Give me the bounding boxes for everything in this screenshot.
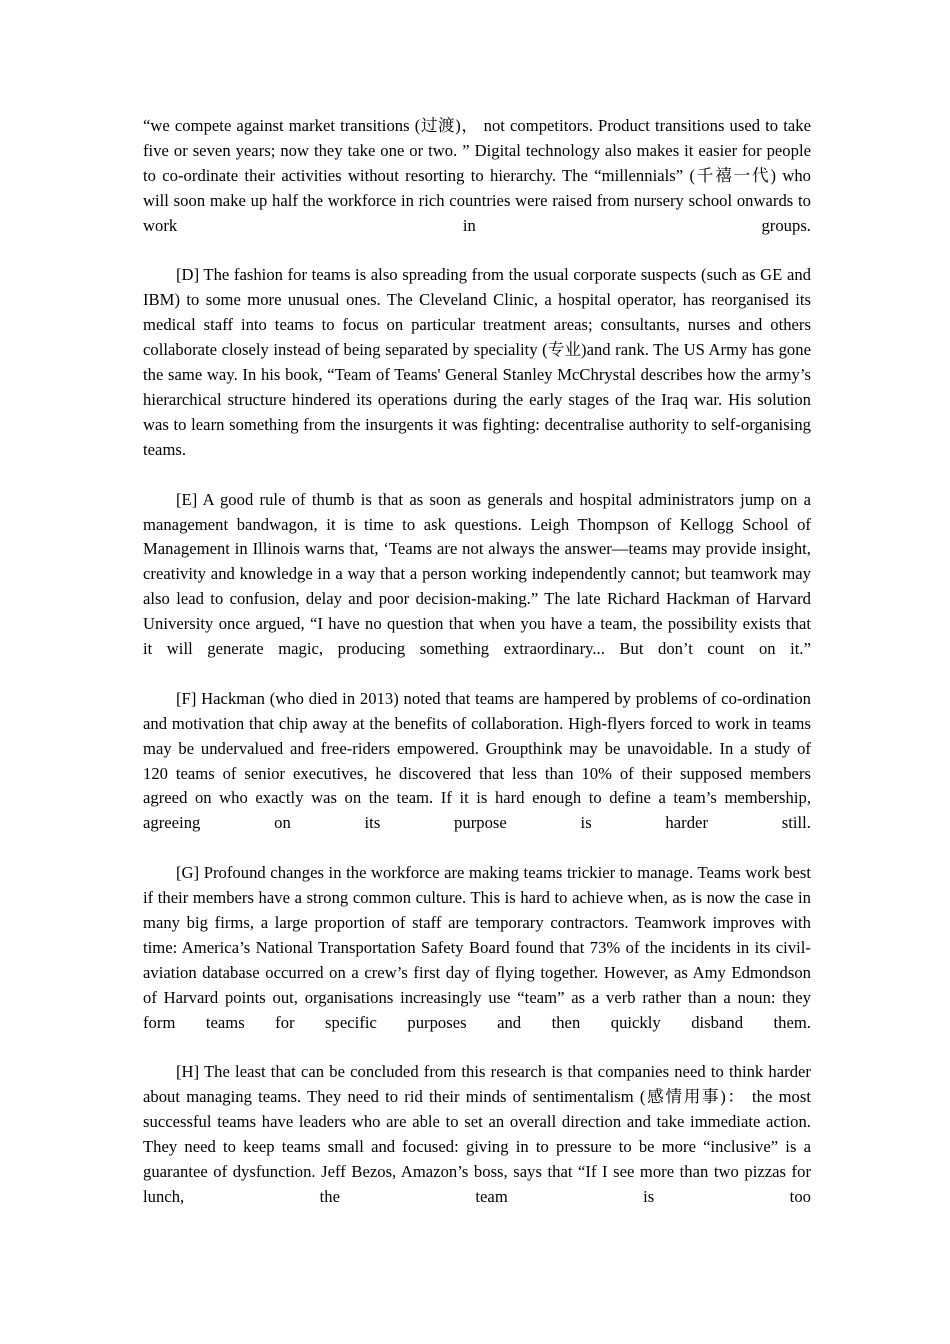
paragraph-g: [G] Profound changes in the workforce are making teams trickier to manage. Teams work best if their members have a strong common culture. This is hard to achieve when, as is now the case in many big firms, a large proportion of staff are temporary contractors. Teamwork improves with time: America’s National Transportation Safety Board found that 73% of the incidents in its civil-aviation database occurred on a crew’s first day of flying together. However, as Amy Edmondson of Harvard points out, organisations increasingly use “team” as a verb rather than a noun: they form teams for specific purposes and then quickly disband them. [143,863,811,1032]
paragraph-f: [F] Hackman (who died in 2013) noted that teams are hampered by problems of co-ordination and motivation that chip away at the benefits of collaboration. High-flyers forced to work in teams may be undervalued and free-riders empowered. Groupthink may be unavoidable. In a study of 120 teams of senior executives, he discovered that less than 10% of their supposed members agreed on who exactly was on the team. If it is hard enough to define a team’s membership, agreeing on its purpose is harder still. [143,688,811,833]
text-column [143,114,811,1235]
paragraph-d: [D] The fashion for teams is also spreading from the usual corporate suspects (such as GE and IBM) to some more unusual ones. The Cleveland Clinic, a hospital operator, has reorganised its medical staff into teams to focus on particular treatment areas; consultants, nurses and others collaborate closely instead of being separated by speciality (专业)and rank. The US Army has gone the same way. In his book, “Team of Teams' General Stanley McChrystal describes how the army’s hierarchical structure hindered its operations during the early stages of the Iraq war. His solution was to learn something from the insurgents it was fighting: decentralise authority to self-organising teams. [143,265,811,459]
paragraph-e: [E] A good rule of thumb is that as soon as generals and hospital administrators jump on a management bandwagon, it is time to ask questions. Leigh Thompson of Kellogg School of Management in Illinois warns that, ‘Teams are not always the answer—teams may provide insight, creativity and knowledge in a way that a person working independently cannot; but teamwork may also lead to confusion, delay and poor decision-making.” The late Richard Hackman of Harvard University once argued, “I have no question that when you have a team, the possibility exists that it will generate magic, producing something extraordinary... But don’t count on it.” [143,489,811,659]
paragraph-h: [H] The least that can be concluded from this research is that companies need to think harder about managing teams. They need to rid their minds of sentimentalism (感情用事)： the most successful teams have leaders who are able to set an overall direction and take immediate action. They need to keep teams small and focused: giving in to pressure to be more “inclusive” is a guarantee of dysfunction. Jeff Bezos, Amazon’s boss, says that “If I see more than two pizzas for lunch, the team is too [143,1062,811,1206]
paragraph-continuation: “we compete against market transitions (过渡)， not competitors. Product transitions used to take five or seven years; now they take one or two. ” Digital technology also makes it easier for people to co-ordinate their activities without resorting to hierarchy. The “millennials” (千禧一代) who will soon make up half the workforce in rich countries were raised from nursery school onwards to work in groups. [143,116,811,235]
